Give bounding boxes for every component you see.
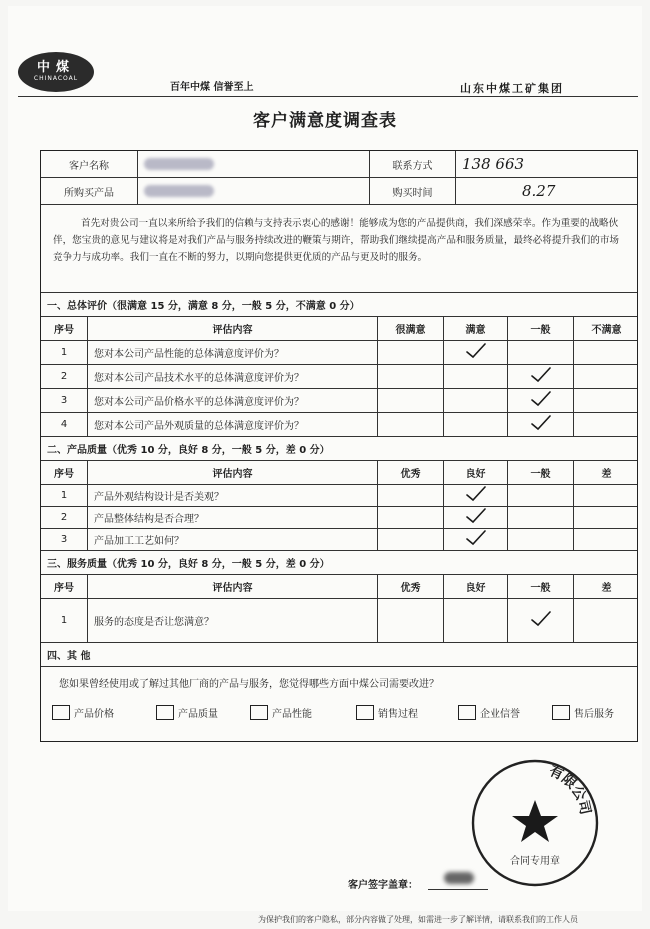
header-divider: [18, 96, 638, 97]
section1-header-0: 序号: [54, 325, 74, 336]
section1-header-5: 不满意: [573, 317, 639, 340]
slogan: 百年中煤 信誉至上: [170, 82, 254, 93]
rating-cell[interactable]: [573, 507, 639, 528]
signature-line: [428, 889, 488, 890]
row-question: 产品外观结构设计是否美观？: [87, 485, 377, 506]
section3-header-3: 良好: [443, 575, 507, 598]
row-number: 3: [60, 534, 68, 545]
checkmark-icon: [530, 611, 552, 630]
checkbox[interactable]: [552, 705, 570, 720]
rating-cell-checked[interactable]: [443, 507, 507, 528]
option-label: 售后服务: [574, 709, 614, 720]
company-seal: [468, 756, 602, 890]
section1-header-row: [41, 317, 637, 341]
survey-form: [40, 150, 638, 742]
table-row: [41, 507, 637, 529]
seal-star-icon: [512, 800, 558, 842]
rating-cell-checked[interactable]: [507, 389, 573, 412]
section2-header-2: 优秀: [377, 461, 443, 484]
row-question: 您对本公司产品价格水平的总体满意度评价为？: [87, 389, 377, 412]
checkmark-icon: [465, 530, 487, 549]
rating-cell[interactable]: [573, 413, 639, 436]
section2-header-5: 差: [573, 461, 639, 484]
rating-cell[interactable]: [573, 389, 639, 412]
option-3[interactable]: [356, 705, 418, 720]
rating-cell[interactable]: [573, 485, 639, 506]
rating-cell[interactable]: [377, 413, 443, 436]
company-name: 山东中煤工矿集团: [460, 82, 564, 95]
rating-cell[interactable]: [443, 413, 507, 436]
checkbox[interactable]: [458, 705, 476, 720]
product-label: 所购买产品: [64, 187, 114, 199]
option-label: 产品性能: [272, 709, 312, 720]
signature-label: 客户签字盖章：: [348, 880, 418, 891]
seal-center-text: 合同专用章: [510, 856, 560, 867]
checkbox[interactable]: [156, 705, 174, 720]
section1-title-row: [41, 293, 637, 317]
info-row-product: [41, 178, 637, 205]
option-label: 企业信誉: [480, 709, 520, 720]
rating-cell-checked[interactable]: [443, 341, 507, 364]
seal-ring-text: 有限公司: [546, 762, 594, 817]
table-row: [41, 341, 637, 365]
section3-header-4: 一般: [507, 575, 573, 598]
section2-header-row: [41, 461, 637, 485]
section1-header-2: 很满意: [377, 317, 443, 340]
date-label: 购买时间: [369, 178, 455, 204]
rating-cell[interactable]: [573, 599, 639, 642]
logo-main-text: 中煤: [36, 60, 75, 75]
product-value: [137, 178, 369, 204]
option-label: 产品价格: [74, 709, 114, 720]
row-question: 您对本公司产品技术水平的总体满意度评价为？: [87, 365, 377, 388]
section1-header-3: 满意: [443, 317, 507, 340]
section4-title: 四、其 他: [47, 651, 91, 662]
page-title: 客户满意度调查表: [253, 111, 397, 131]
privacy-note: 为保护我们的客户隐私，部分内容做了处理，如需进一步了解详情，请联系我们的工作人员: [258, 915, 578, 924]
row-question: 您对本公司产品外观质量的总体满意度评价为？: [87, 413, 377, 436]
rating-cell[interactable]: [507, 529, 573, 550]
section2-header-1: 评估内容: [87, 461, 377, 484]
section3-header-2: 优秀: [377, 575, 443, 598]
section2-header-4: 一般: [507, 461, 573, 484]
rating-cell[interactable]: [443, 389, 507, 412]
section1-header-1: 评估内容: [87, 317, 377, 340]
improvement-question: 您如果曾经使用或了解过其他厂商的产品与服务，您觉得哪些方面中煤公司需要改进？: [59, 679, 439, 690]
rating-cell-checked[interactable]: [443, 529, 507, 550]
rating-cell[interactable]: [443, 365, 507, 388]
option-1[interactable]: [156, 705, 218, 720]
row-question: 产品加工工艺如何？: [87, 529, 377, 550]
date-value-cell: [455, 178, 639, 204]
checkmark-icon: [465, 508, 487, 527]
checkbox[interactable]: [250, 705, 268, 720]
table-row: [41, 365, 637, 389]
section3-title-row: [41, 551, 637, 575]
checkmark-icon: [530, 415, 552, 434]
rating-cell[interactable]: [377, 507, 443, 528]
rating-cell-checked[interactable]: [507, 413, 573, 436]
redacted-product-name: [144, 185, 214, 197]
checkmark-icon: [465, 343, 487, 362]
rating-cell-checked[interactable]: [507, 599, 573, 642]
rating-cell[interactable]: [377, 485, 443, 506]
section3-title: 三、服务质量（优秀 10 分，良好 8 分，一般 5 分，差 0 分）: [47, 559, 330, 570]
option-label: 销售过程: [378, 709, 418, 720]
section1-header-4: 一般: [507, 317, 573, 340]
contact-label: 联系方式: [369, 151, 455, 177]
section1-title: 一、总体评价（很满意 15 分，满意 8 分，一般 5 分，不满意 0 分）: [47, 301, 360, 312]
table-row: [41, 485, 637, 507]
option-5[interactable]: [552, 705, 614, 720]
row-number: 1: [60, 347, 68, 358]
option-4[interactable]: [458, 705, 520, 720]
company-logo: [18, 52, 94, 92]
option-label: 产品质量: [178, 709, 218, 720]
option-0[interactable]: [52, 705, 114, 720]
rating-cell[interactable]: [377, 365, 443, 388]
redacted-signature: [444, 872, 474, 884]
row-number: 4: [60, 419, 68, 430]
checkbox[interactable]: [356, 705, 374, 720]
section2-title-row: [41, 437, 637, 461]
rating-cell[interactable]: [507, 341, 573, 364]
table-row: [41, 389, 637, 413]
section3-header-row: [41, 575, 637, 599]
rating-cell[interactable]: [573, 365, 639, 388]
section2-header-0: 序号: [54, 469, 74, 480]
redacted-customer-name: [144, 158, 214, 170]
section3-header-1: 评估内容: [87, 575, 377, 598]
customer-label: 客户名称: [69, 160, 109, 172]
table-row: [41, 413, 637, 437]
section4-title-row: [41, 643, 637, 667]
rating-cell[interactable]: [573, 529, 639, 550]
checkmark-icon: [530, 367, 552, 386]
row-number: 1: [60, 615, 68, 626]
section3-header-0: 序号: [54, 583, 74, 594]
section3-header-5: 差: [573, 575, 639, 598]
row-number: 2: [60, 371, 68, 382]
contact-value: 138 663: [462, 155, 525, 173]
rating-cell[interactable]: [377, 599, 443, 642]
checkbox[interactable]: [52, 705, 70, 720]
rating-cell[interactable]: [573, 341, 639, 364]
row-question: 服务的态度是否让您满意？: [87, 599, 377, 642]
rating-cell-checked[interactable]: [443, 485, 507, 506]
rating-cell[interactable]: [377, 341, 443, 364]
rating-cell[interactable]: [507, 507, 573, 528]
date-value: 8.27: [522, 182, 556, 200]
checkmark-icon: [530, 391, 552, 410]
contact-value-cell: [455, 151, 639, 177]
table-row: [41, 599, 637, 643]
intro-paragraph: 首先对贵公司一直以来所给予我们的信赖与支持表示衷心的感谢！能够成为您的产品提供商，我们深感荣幸。作为重要的战略伙伴，您宝贵的意见与建议将是对我们产品与服务持续改进的鞭策与期许，帮助我们继续提高产品和服务质量，最终必将提升我们的市场竞争力与成功率。我们一直在不断的努力，以期向您提供更优质的产品与更及时的服务。: [41, 205, 637, 293]
rating-cell[interactable]: [377, 389, 443, 412]
row-question: 产品整体结构是否合理？: [87, 507, 377, 528]
row-number: 1: [60, 490, 68, 501]
checkmark-icon: [465, 486, 487, 505]
rating-cell[interactable]: [443, 599, 507, 642]
row-number: 3: [60, 395, 68, 406]
rating-cell-checked[interactable]: [507, 365, 573, 388]
row-number: 2: [60, 512, 68, 523]
section2-header-3: 良好: [443, 461, 507, 484]
row-question: 您对本公司产品性能的总体满意度评价为？: [87, 341, 377, 364]
section2-title: 二、产品质量（优秀 10 分，良好 8 分，一般 5 分，差 0 分）: [47, 445, 330, 456]
logo-sub-text: CHINACOAL: [33, 75, 79, 82]
table-row: [41, 529, 637, 551]
info-row-customer: [41, 151, 637, 178]
rating-cell[interactable]: [507, 485, 573, 506]
option-2[interactable]: [250, 705, 312, 720]
customer-value: [137, 151, 369, 177]
rating-cell[interactable]: [377, 529, 443, 550]
